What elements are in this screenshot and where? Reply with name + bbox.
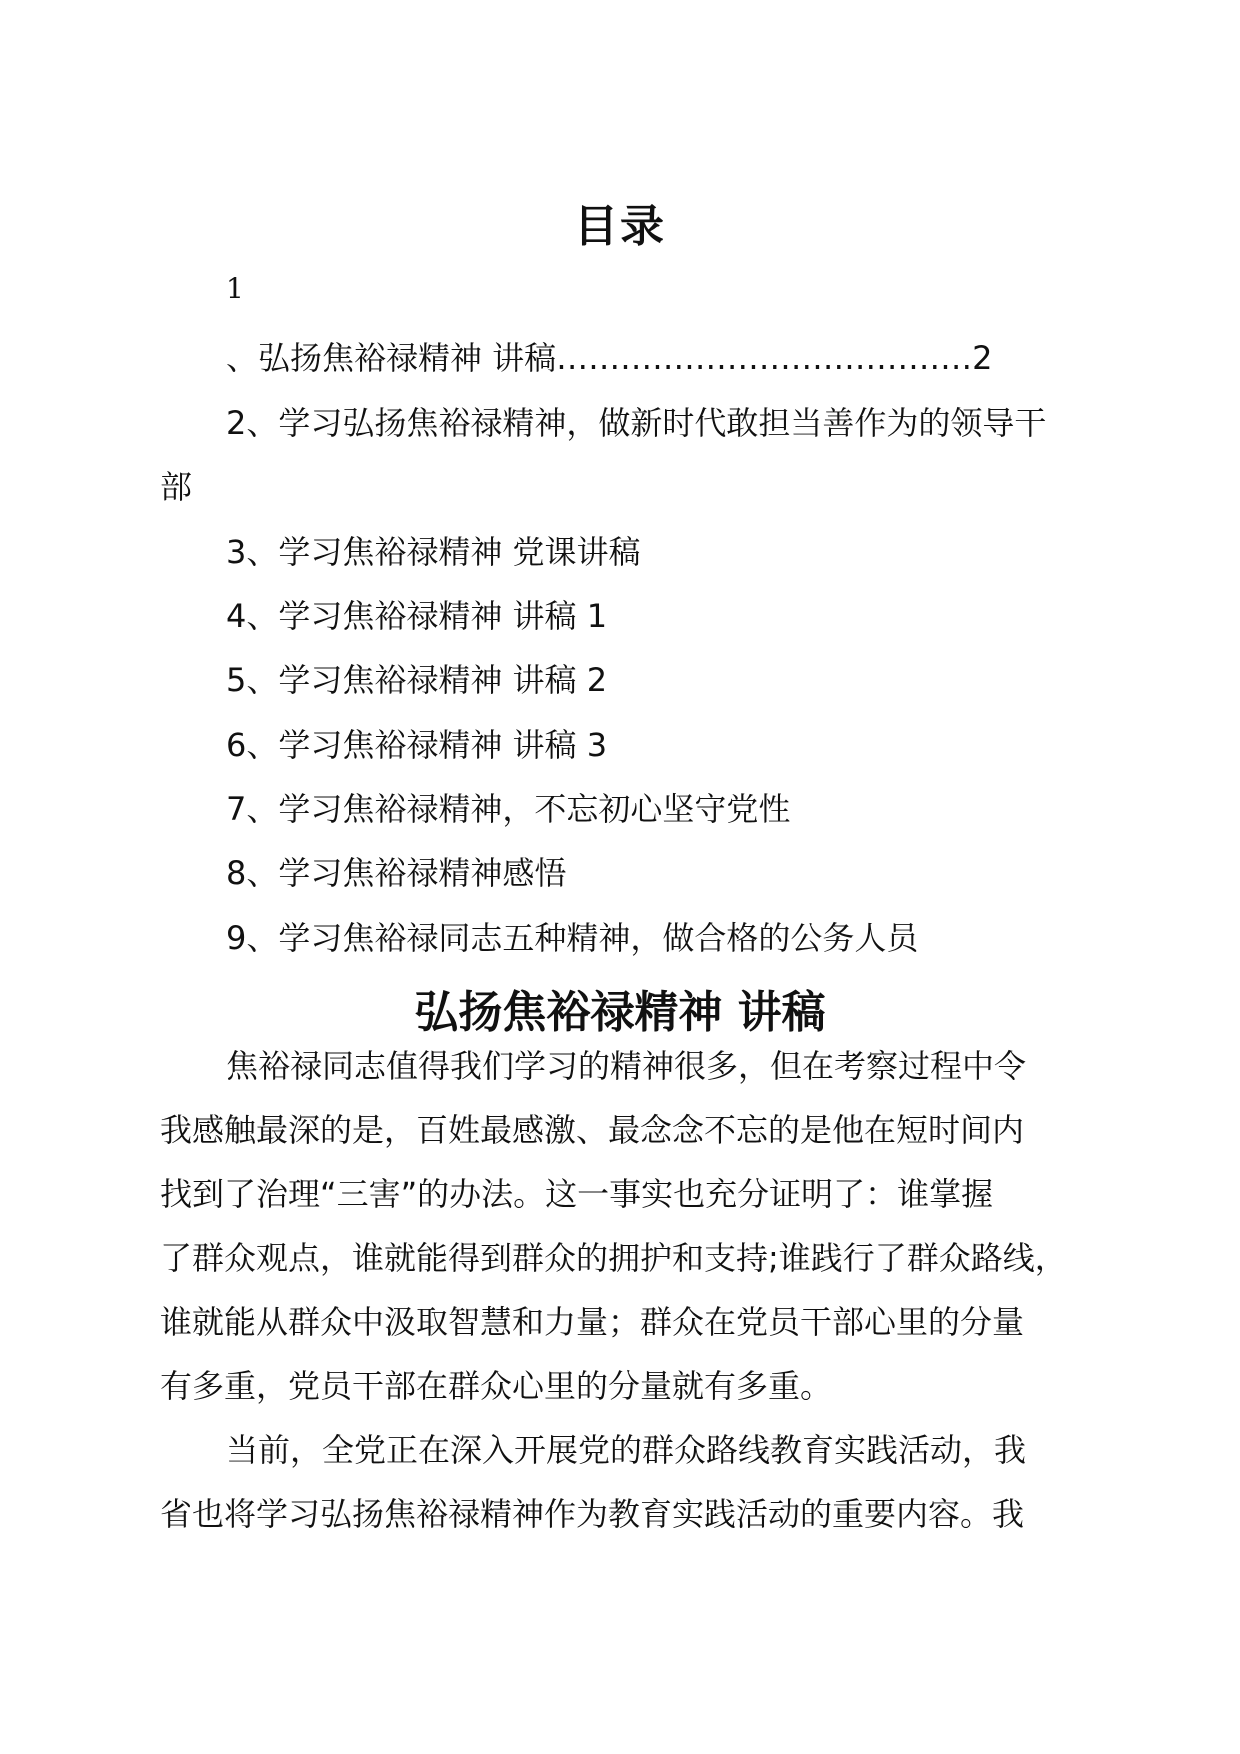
toc-title: 目录 (574, 201, 666, 252)
toc-entry-9: 9、学习焦裕禄同志五种精神，做合格的公务人员 (226, 919, 919, 957)
article-title: 弘扬焦裕禄精神 讲稿 (414, 987, 826, 1038)
toc-entry-4: 4、学习焦裕禄精神 讲稿 1 (226, 597, 608, 635)
toc-first-number: 1 (226, 272, 244, 305)
paragraph-line: 谁就能从群众中汲取智慧和力量；群众在党员干部心里的分量 (160, 1303, 1025, 1341)
paragraph-line: 了群众观点，谁就能得到群众的拥护和支持;谁践行了群众路线， (160, 1239, 1067, 1277)
paragraph-line: 省也将学习弘扬焦裕禄精神作为教育实践活动的重要内容。我 (160, 1495, 1025, 1533)
toc-entry-7: 7、学习焦裕禄精神，不忘初心坚守党性 (226, 790, 791, 828)
paragraph-line: 焦裕禄同志值得我们学习的精神很多，但在考察过程中令 (226, 1047, 1027, 1085)
toc-entry-3: 3、学习焦裕禄精神 党课讲稿 (226, 533, 641, 571)
toc-entry-2: 2、学习弘扬焦裕禄精神，做新时代敢担当善作为的领导干 (226, 404, 1047, 442)
paragraph-line: 当前，全党正在深入开展党的群众路线教育实践活动，我 (226, 1431, 1027, 1469)
article-paragraph-1 (160, 1034, 1100, 1418)
toc-entry-8: 8、学习焦裕禄精神感悟 (226, 854, 567, 892)
paragraph-line: 找到了治理“三害”的办法。这一事实也充分证明了：谁掌握 (160, 1175, 994, 1213)
paragraph-line: 有多重，党员干部在群众心里的分量就有多重。 (160, 1367, 833, 1405)
toc-entry-2-continued: 部 (160, 468, 193, 506)
paragraph-line: 我感触最深的是，百姓最感激、最念念不忘的是他在短时间内 (160, 1111, 1025, 1149)
toc-entry-1: 、弘扬焦裕禄精神 讲稿…………………………………2 (226, 339, 993, 377)
article-paragraph-2 (160, 1418, 1100, 1546)
toc-entry-5: 5、学习焦裕禄精神 讲稿 2 (226, 661, 608, 699)
toc-entry-6: 6、学习焦裕禄精神 讲稿 3 (226, 726, 608, 764)
